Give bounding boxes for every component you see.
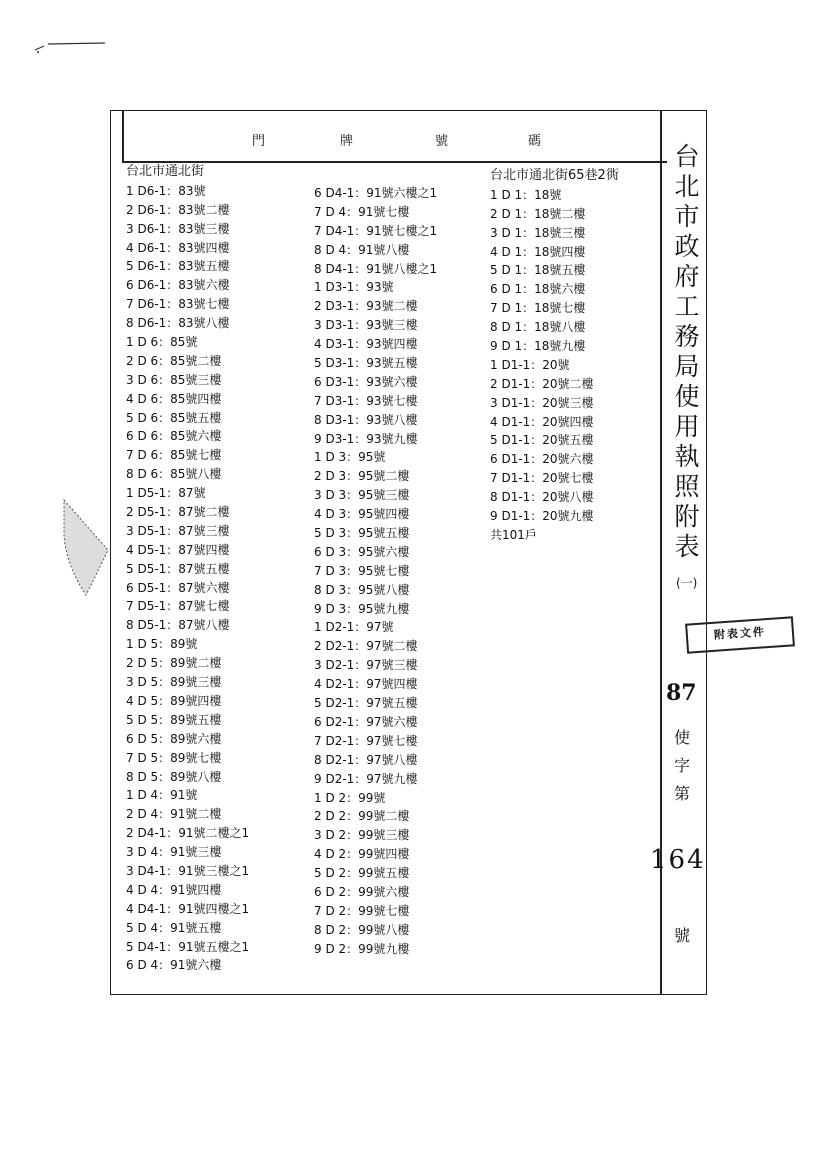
frame-inner-line — [122, 110, 124, 162]
char-zi: 字 — [674, 756, 691, 775]
address-row: 3 D 2：99號三樓 — [314, 828, 410, 843]
title-char: 表 — [674, 532, 700, 561]
title-char: 台 — [674, 142, 700, 171]
address-row: 2 D2-1：97號二樓 — [314, 639, 418, 654]
serial-number: 164 — [650, 845, 706, 875]
address-row: 5 D 6：85號五樓 — [126, 410, 222, 425]
address-row: 3 D5-1：87號三樓 — [126, 523, 230, 538]
address-row: 3 D 4：91號三樓 — [126, 845, 222, 860]
address-row: 8 D2-1：97號八樓 — [314, 752, 418, 767]
address-row: 2 D3-1：93號二樓 — [314, 299, 418, 314]
address-row: 5 D3-1：93號五樓 — [314, 356, 418, 371]
address-row: 5 D6-1：83號五樓 — [126, 259, 230, 274]
address-row: 1 D1-1：20號 — [490, 357, 570, 372]
title-char: 執 — [674, 442, 700, 471]
address-column-2 — [314, 184, 437, 959]
title-char: 使 — [674, 382, 700, 411]
address-row: 6 D 4：91號六樓 — [126, 958, 222, 973]
address-row: 5 D4-1：91號五樓之1 — [126, 939, 250, 954]
address-row: 6 D2-1：97號六樓 — [314, 714, 418, 729]
address-row: 2 D 2：99號二樓 — [314, 809, 410, 824]
title-char: 政 — [674, 232, 700, 261]
address-row: 7 D4-1：91號七樓之1 — [314, 223, 438, 238]
address-row: 9 D 2：99號九樓 — [314, 941, 410, 956]
address-row: 1 D5-1：87號 — [126, 486, 206, 501]
address-row: 4 D6-1：83號四樓 — [126, 240, 230, 255]
address-row: 1 D3-1：93號 — [314, 280, 394, 295]
address-row: 9 D3-1：93號九樓 — [314, 431, 418, 446]
address-row: 5 D2-1：97號五樓 — [314, 696, 418, 711]
title-char: 北 — [674, 172, 700, 201]
address-row: 6 D 5：89號六樓 — [126, 731, 222, 746]
address-row: 8 D 3：95號八樓 — [314, 582, 410, 597]
address-row: 7 D 4：91號七樓 — [314, 204, 410, 219]
address-column-3 — [490, 167, 619, 545]
address-row: 7 D 2：99號七樓 — [314, 903, 410, 918]
address-row: 4 D 1：18號四樓 — [490, 244, 586, 259]
permit-number: 87 — [666, 680, 697, 706]
address-row: 8 D4-1：91號八樓之1 — [314, 261, 438, 276]
address-row: 8 D1-1：20號八樓 — [490, 490, 594, 505]
address-row: 2 D 3：95號二樓 — [314, 469, 410, 484]
address-row: 3 D3-1：93號三樓 — [314, 318, 418, 333]
address-row: 1 D 3：95號 — [314, 450, 386, 465]
title-char: 府 — [674, 262, 700, 291]
address-row: 1 D2-1：97號 — [314, 620, 394, 635]
address-row: 7 D6-1：83號七樓 — [126, 297, 230, 312]
address-row: 6 D5-1：87號六樓 — [126, 580, 230, 595]
address-row: 5 D 3：95號五樓 — [314, 526, 410, 541]
address-row: 9 D1-1：20號九樓 — [490, 509, 594, 524]
address-row: 1 D 1：18號 — [490, 187, 562, 202]
address-row: 5 D 4：91號五樓 — [126, 920, 222, 935]
address-row: 6 D1-1：20號六樓 — [490, 452, 594, 467]
address-row: 7 D 5：89號七樓 — [126, 750, 222, 765]
address-row: 4 D2-1：97號四樓 — [314, 677, 418, 692]
address-row: 7 D5-1：87號七樓 — [126, 599, 230, 614]
header-char-4: 碼 — [528, 134, 542, 149]
table-number: (一) — [676, 576, 698, 590]
address-column-1 — [126, 163, 249, 975]
address-row: 2 D4-1：91號二樓之1 — [126, 826, 250, 841]
title-char: 務 — [674, 322, 700, 351]
address-row: 7 D 3：95號七樓 — [314, 563, 410, 578]
address-row: 5 D1-1：20號五樓 — [490, 433, 594, 448]
address-row: 8 D 1：18號八樓 — [490, 320, 586, 335]
household-total: 共101戶 — [490, 527, 537, 542]
address-row: 1 D 6：85號 — [126, 335, 198, 350]
address-row: 1 D 5：89號 — [126, 637, 198, 652]
address-row: 6 D6-1：83號六樓 — [126, 278, 230, 293]
stamp-text: 附表文件 — [713, 625, 767, 642]
scan-smudge — [56, 495, 116, 605]
address-row: 5 D 1：18號五樓 — [490, 263, 586, 278]
char-hao: 號 — [674, 926, 691, 945]
address-row: 7 D 6：85號七樓 — [126, 448, 222, 463]
address-row: 4 D 2：99號四樓 — [314, 847, 410, 862]
address-row: 5 D 2：99號五樓 — [314, 866, 410, 881]
address-row: 4 D3-1：93號四樓 — [314, 337, 418, 352]
address-row: 4 D5-1：87號四樓 — [126, 542, 230, 557]
address-row: 4 D 5：89號四樓 — [126, 693, 222, 708]
address-row: 8 D 4：91號八樓 — [314, 242, 410, 257]
title-char: 用 — [674, 412, 700, 441]
title-char: 照 — [674, 472, 700, 501]
address-row: 2 D6-1：83號二樓 — [126, 202, 230, 217]
address-row: 1 D6-1：83號 — [126, 183, 206, 198]
address-row: 2 D 1：18號二樓 — [490, 206, 586, 221]
pen-scribble — [30, 38, 120, 58]
address-row: 3 D2-1：97號三樓 — [314, 658, 418, 673]
address-row: 8 D5-1：87號八樓 — [126, 618, 230, 633]
address-row: 2 D 4：91號二樓 — [126, 807, 222, 822]
char-shi: 使 — [674, 728, 691, 747]
address-row: 5 D 5：89號五樓 — [126, 712, 222, 727]
address-row: 6 D4-1：91號六樓之1 — [314, 186, 438, 200]
address-row: 7 D2-1：97號七樓 — [314, 733, 418, 748]
street-name: 台北市通北街65巷2衖 — [490, 168, 619, 183]
address-row: 2 D1-1：20號二樓 — [490, 376, 594, 391]
address-row: 7 D3-1：93號七樓 — [314, 393, 418, 408]
address-row: 5 D5-1：87號五樓 — [126, 561, 230, 576]
address-row: 3 D4-1：91號三樓之1 — [126, 863, 250, 878]
address-row: 2 D 6：85號二樓 — [126, 353, 222, 368]
address-row: 3 D 1：18號三樓 — [490, 225, 586, 240]
address-row: 3 D 3：95號三樓 — [314, 488, 410, 503]
address-row: 6 D3-1：93號六樓 — [314, 374, 418, 389]
title-char: 工 — [674, 292, 700, 321]
header-char-1: 門 — [252, 134, 266, 149]
vertical-title — [672, 142, 702, 562]
address-row: 8 D3-1：93號八樓 — [314, 412, 418, 427]
address-row: 4 D1-1：20號四樓 — [490, 414, 594, 429]
address-row: 9 D 1：18號九樓 — [490, 339, 586, 354]
address-row: 9 D2-1：97號九樓 — [314, 771, 418, 786]
address-row: 8 D 6：85號八樓 — [126, 467, 222, 482]
rubber-stamp — [685, 616, 795, 653]
char-di: 第 — [674, 784, 691, 803]
address-row: 3 D6-1：83號三樓 — [126, 221, 230, 236]
address-row: 9 D 3：95號九樓 — [314, 601, 410, 616]
title-char: 局 — [674, 352, 700, 381]
address-row: 6 D 6：85號六樓 — [126, 429, 222, 444]
address-row: 4 D 6：85號四樓 — [126, 391, 222, 406]
address-row: 4 D4-1：91號四樓之1 — [126, 901, 250, 916]
title-char: 附 — [674, 502, 700, 531]
address-row: 6 D 1：18號六樓 — [490, 282, 586, 297]
address-row: 3 D 6：85號三樓 — [126, 372, 222, 387]
address-row: 2 D5-1：87號二樓 — [126, 505, 230, 520]
address-row: 8 D 5：89號八樓 — [126, 769, 222, 784]
address-row: 7 D 1：18號七樓 — [490, 301, 586, 316]
address-row: 3 D 5：89號三樓 — [126, 675, 222, 690]
address-row: 1 D 4：91號 — [126, 788, 198, 803]
address-row: 8 D6-1：83號八樓 — [126, 316, 230, 331]
address-row: 6 D 3：95號六樓 — [314, 544, 410, 559]
title-char: 市 — [674, 202, 700, 231]
address-row: 4 D 4：91號四樓 — [126, 882, 222, 897]
address-row: 4 D 3：95號四樓 — [314, 507, 410, 522]
address-row: 7 D1-1：20號七樓 — [490, 471, 594, 486]
address-row: 8 D 2：99號八樓 — [314, 922, 410, 937]
address-row: 3 D1-1：20號三樓 — [490, 395, 594, 410]
address-row: 1 D 2：99號 — [314, 790, 386, 805]
header-char-3: 號 — [435, 134, 449, 149]
address-row: 2 D 5：89號二樓 — [126, 656, 222, 671]
header-char-2: 牌 — [340, 134, 354, 149]
street-name: 台北市通北街 — [126, 164, 205, 179]
address-row: 6 D 2：99號六樓 — [314, 884, 410, 899]
